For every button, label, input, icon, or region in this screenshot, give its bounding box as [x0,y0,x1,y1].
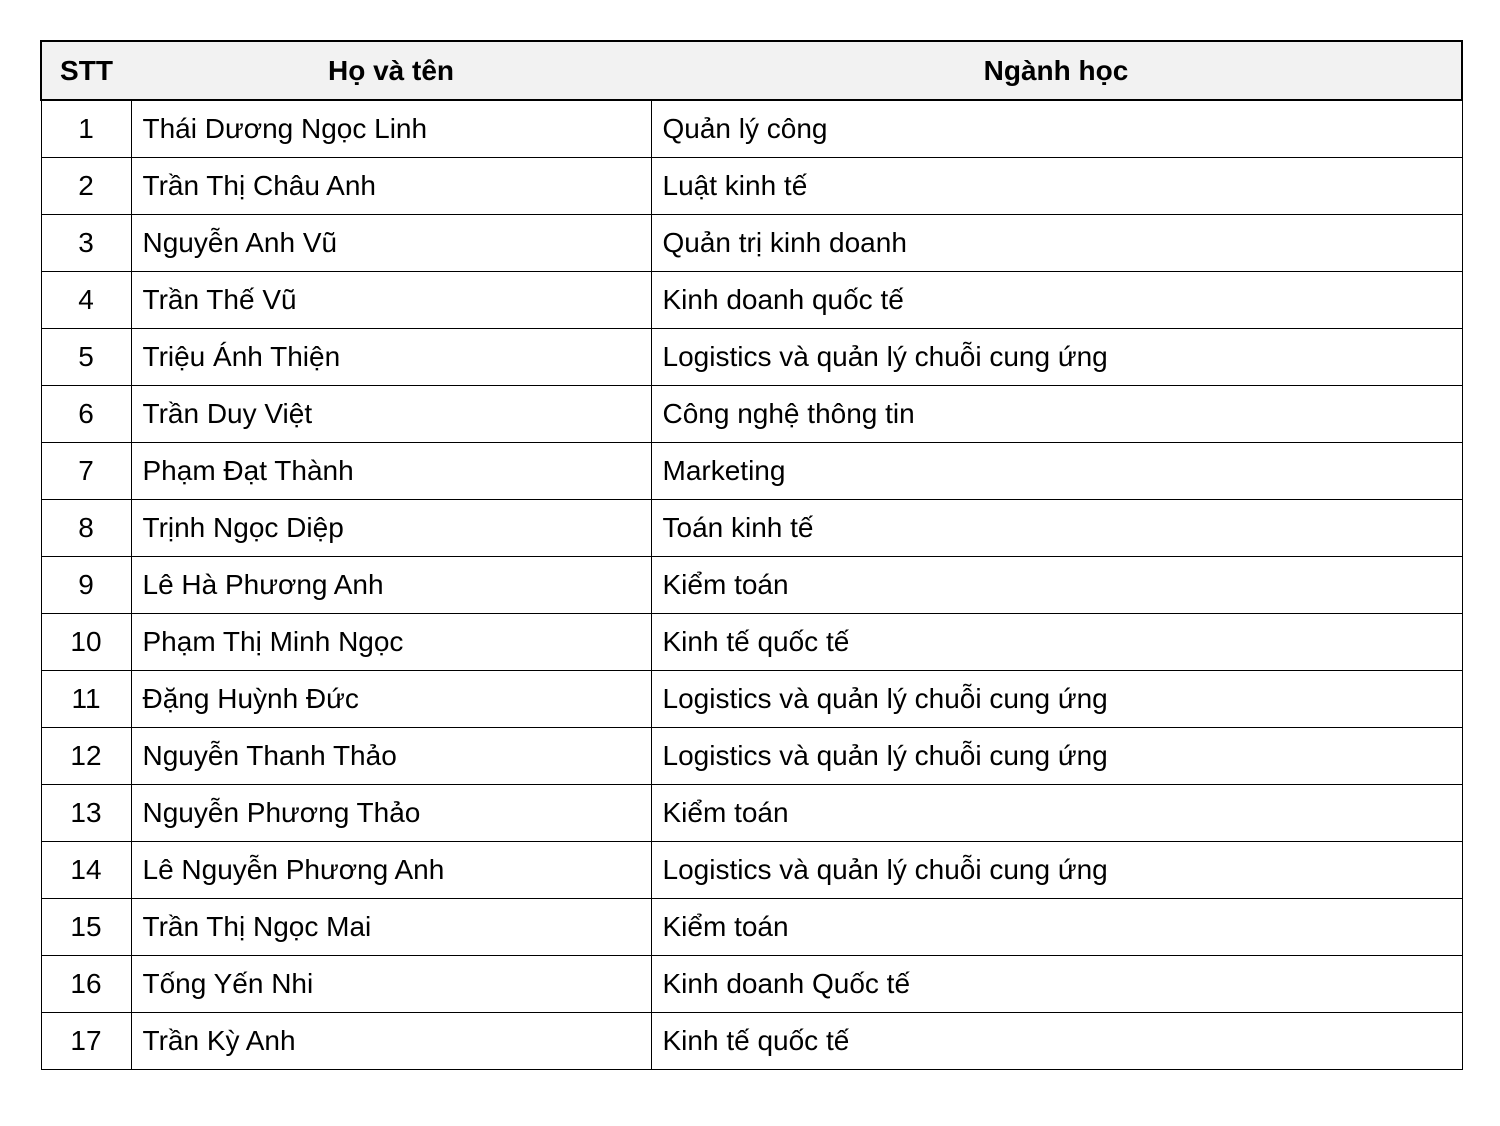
table-row [41,613,1462,670]
cell-major: Marketing [651,442,1462,499]
student-table [40,40,1463,1070]
cell-name: Nguyễn Thanh Thảo [131,727,651,784]
header-row [41,41,1462,100]
header-stt: STT [41,41,131,100]
cell-stt: 16 [41,955,131,1012]
cell-name: Tống Yến Nhi [131,955,651,1012]
cell-name: Trần Kỳ Anh [131,1012,651,1069]
cell-name: Đặng Huỳnh Đức [131,670,651,727]
cell-stt: 8 [41,499,131,556]
cell-name: Lê Nguyễn Phương Anh [131,841,651,898]
cell-major: Kinh tế quốc tế [651,1012,1462,1069]
cell-stt: 13 [41,784,131,841]
cell-major: Logistics và quản lý chuỗi cung ứng [651,841,1462,898]
cell-name: Triệu Ánh Thiện [131,328,651,385]
cell-major: Kinh doanh Quốc tế [651,955,1462,1012]
cell-major: Logistics và quản lý chuỗi cung ứng [651,727,1462,784]
cell-major: Công nghệ thông tin [651,385,1462,442]
student-table-container [40,40,1461,1070]
header-major: Ngành học [651,41,1462,100]
cell-major: Luật kinh tế [651,157,1462,214]
table-row [41,214,1462,271]
cell-stt: 17 [41,1012,131,1069]
header-name: Họ và tên [131,41,651,100]
cell-stt: 5 [41,328,131,385]
table-row [41,442,1462,499]
cell-name: Trần Thị Ngọc Mai [131,898,651,955]
cell-stt: 14 [41,841,131,898]
table-row [41,499,1462,556]
cell-major: Kiểm toán [651,898,1462,955]
cell-stt: 12 [41,727,131,784]
table-row [41,100,1462,157]
table-body [41,100,1462,1069]
table-row [41,784,1462,841]
cell-major: Quản lý công [651,100,1462,157]
cell-stt: 9 [41,556,131,613]
cell-major: Kiểm toán [651,556,1462,613]
cell-major: Kinh doanh quốc tế [651,271,1462,328]
table-row [41,670,1462,727]
cell-major: Logistics và quản lý chuỗi cung ứng [651,670,1462,727]
table-row [41,328,1462,385]
table-row [41,556,1462,613]
table-row [41,1012,1462,1069]
cell-name: Trần Duy Việt [131,385,651,442]
cell-major: Logistics và quản lý chuỗi cung ứng [651,328,1462,385]
table-row [41,955,1462,1012]
table-row [41,271,1462,328]
cell-name: Phạm Thị Minh Ngọc [131,613,651,670]
cell-name: Trần Thị Châu Anh [131,157,651,214]
cell-name: Trần Thế Vũ [131,271,651,328]
cell-stt: 11 [41,670,131,727]
cell-name: Thái Dương Ngọc Linh [131,100,651,157]
cell-major: Quản trị kinh doanh [651,214,1462,271]
cell-stt: 7 [41,442,131,499]
cell-name: Nguyễn Anh Vũ [131,214,651,271]
cell-stt: 1 [41,100,131,157]
table-row [41,157,1462,214]
cell-major: Kinh tế quốc tế [651,613,1462,670]
table-header [41,41,1462,100]
table-row [41,385,1462,442]
cell-stt: 15 [41,898,131,955]
cell-stt: 10 [41,613,131,670]
cell-name: Lê Hà Phương Anh [131,556,651,613]
cell-stt: 2 [41,157,131,214]
cell-major: Kiểm toán [651,784,1462,841]
table-row [41,727,1462,784]
cell-name: Nguyễn Phương Thảo [131,784,651,841]
cell-stt: 6 [41,385,131,442]
cell-stt: 4 [41,271,131,328]
cell-major: Toán kinh tế [651,499,1462,556]
cell-name: Trịnh Ngọc Diệp [131,499,651,556]
cell-stt: 3 [41,214,131,271]
cell-name: Phạm Đạt Thành [131,442,651,499]
table-row [41,898,1462,955]
table-row [41,841,1462,898]
